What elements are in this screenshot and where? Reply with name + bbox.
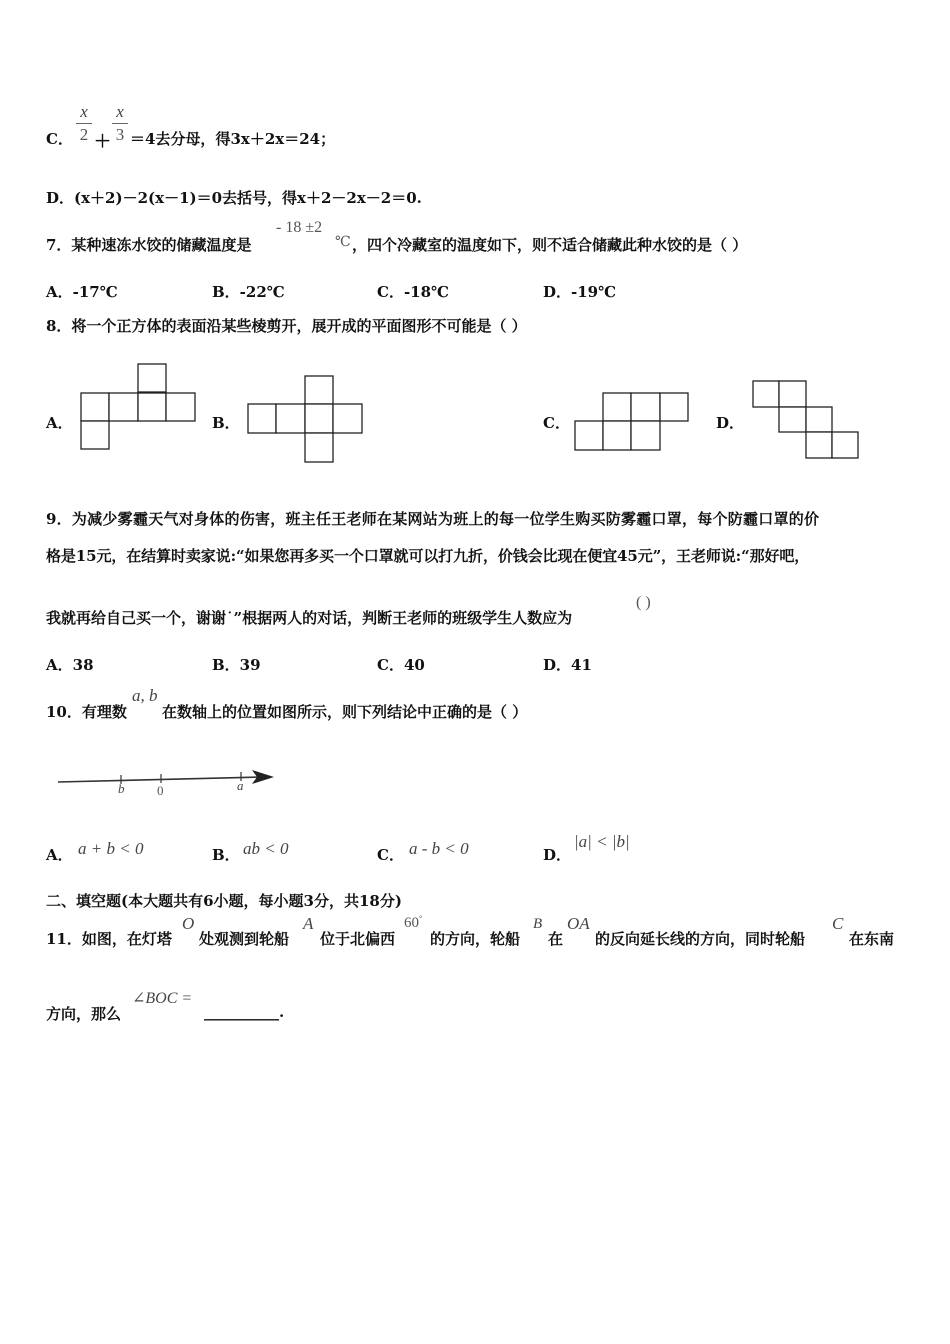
q8-stem: 8．将一个正方体的表面沿某些棱剪开，展开成的平面图形不可能是（ ） <box>46 317 527 335</box>
q8-label-b: B． <box>212 414 240 432</box>
q7-option-d: D．-19℃ <box>543 283 617 301</box>
q6-c-label: C． <box>46 130 73 148</box>
q7-option-a: A．-17℃ <box>46 283 118 301</box>
q9-answer-paren: ( ) <box>636 594 651 611</box>
fraction-numerator: x <box>80 102 88 121</box>
q8-label-d: D． <box>716 414 745 432</box>
q11-text-1: 11．如图，在灯塔 <box>46 930 172 948</box>
q11-text-5: 在 <box>548 930 564 948</box>
q11-var-B: B <box>533 916 543 932</box>
q7-temp-unit: ℃ <box>335 235 351 250</box>
q10-stem-b: 在数轴上的位置如图所示，则下列结论中正确的是（ ） <box>162 703 528 721</box>
q11-angle-expr: ∠BOC = <box>132 990 193 1007</box>
q11-text-3: 位于北偏西 <box>320 930 396 948</box>
q10-option-d-label: D． <box>543 846 572 864</box>
q10-axis-label-b: b <box>118 781 125 796</box>
q11-period: . <box>279 1003 285 1021</box>
q7-temp-math: - 18 ±2 <box>276 219 323 236</box>
q6-d-text: (x＋2)－2(x－1)＝0去括号，得x＋2－2x－2＝0. <box>74 189 422 207</box>
fraction-denominator: 2 <box>79 125 89 144</box>
q10-option-b-label: B． <box>212 846 240 864</box>
q11-angle-value <box>404 914 422 932</box>
q10-option-a-label: A． <box>46 846 73 864</box>
degree-symbol: ° <box>419 914 423 923</box>
q10-vars: a, b <box>132 686 158 705</box>
q10-axis-label-0: 0 <box>157 783 164 798</box>
axis-line <box>58 777 262 782</box>
q6-d-label: D． <box>46 189 75 207</box>
q11-var-C: C <box>832 914 844 933</box>
q8-label-c: C． <box>543 414 570 432</box>
q10-option-c-math: a - b < 0 <box>409 839 469 858</box>
q11-var-OA: OA <box>567 914 590 933</box>
q11-answer-blank <box>204 1003 284 1021</box>
q10-option-d-math: |a| < |b| <box>574 832 630 851</box>
q11-text-4: 的方向，轮船 <box>430 930 521 948</box>
q9-option-d: D．41 <box>543 656 592 674</box>
fraction-numerator: x <box>116 102 124 121</box>
q7-option-b: B．-22℃ <box>212 283 285 301</box>
q9-line-3: 我就再给自己买一个，谢谢˙”根据两人的对话，判断王老师的班级学生人数应为 <box>46 609 573 627</box>
q9-option-a: A．38 <box>46 656 94 674</box>
q9-option-b: B．39 <box>212 656 261 674</box>
q10-option-c-label: C． <box>377 846 404 864</box>
q6-c-plus: ＋ <box>94 132 111 152</box>
q11-text-2: 处观测到轮船 <box>199 930 290 948</box>
q10-stem-a: 10．有理数 <box>46 703 127 721</box>
q6-c-text: ＝4去分母，得3x＋2x＝24； <box>130 130 336 148</box>
q9-line-1: 9．为减少雾霾天气对身体的伤害，班主任王老师在某网站为班上的每一位学生购买防雾霾口罩，每个防霾口罩的价 <box>46 510 820 528</box>
q10-axis-label-a: a <box>237 778 244 793</box>
q11-angle-number: 60 <box>404 915 419 931</box>
q8-label-a: A． <box>46 414 73 432</box>
q11-var-A: A <box>303 914 314 933</box>
q9-line-2: 格是15元，在结算时卖家说:“如果您再多买一个口罩就可以打九折，价钱会比现在便宜45元”，王老师说:“那好吧， <box>46 547 810 565</box>
q11-line-2-a: 方向，那么 <box>46 1005 122 1023</box>
q10-option-b-math: ab < 0 <box>243 839 289 858</box>
q11-text-7: 在东南 <box>849 930 895 948</box>
q7-stem-a: 7．某种速冻水饺的储藏温度是 <box>46 236 252 254</box>
q10-option-a-math: a + b < 0 <box>78 839 144 858</box>
q11-var-O: O <box>182 914 195 933</box>
fraction-denominator: 3 <box>115 125 125 144</box>
q7-stem-b: ，四个冷藏室的温度如下，则不适合储藏此种水饺的是（ ） <box>352 236 748 254</box>
q11-text-6: 的反向延长线的方向，同时轮船 <box>595 930 806 948</box>
section-2-heading: 二、填空题(本大题共有6小题，每小题3分，共18分) <box>46 892 402 910</box>
blank-line: __________ <box>204 1003 279 1021</box>
q7-option-c: C．-18℃ <box>377 283 450 301</box>
q9-option-c: C．40 <box>377 656 425 674</box>
